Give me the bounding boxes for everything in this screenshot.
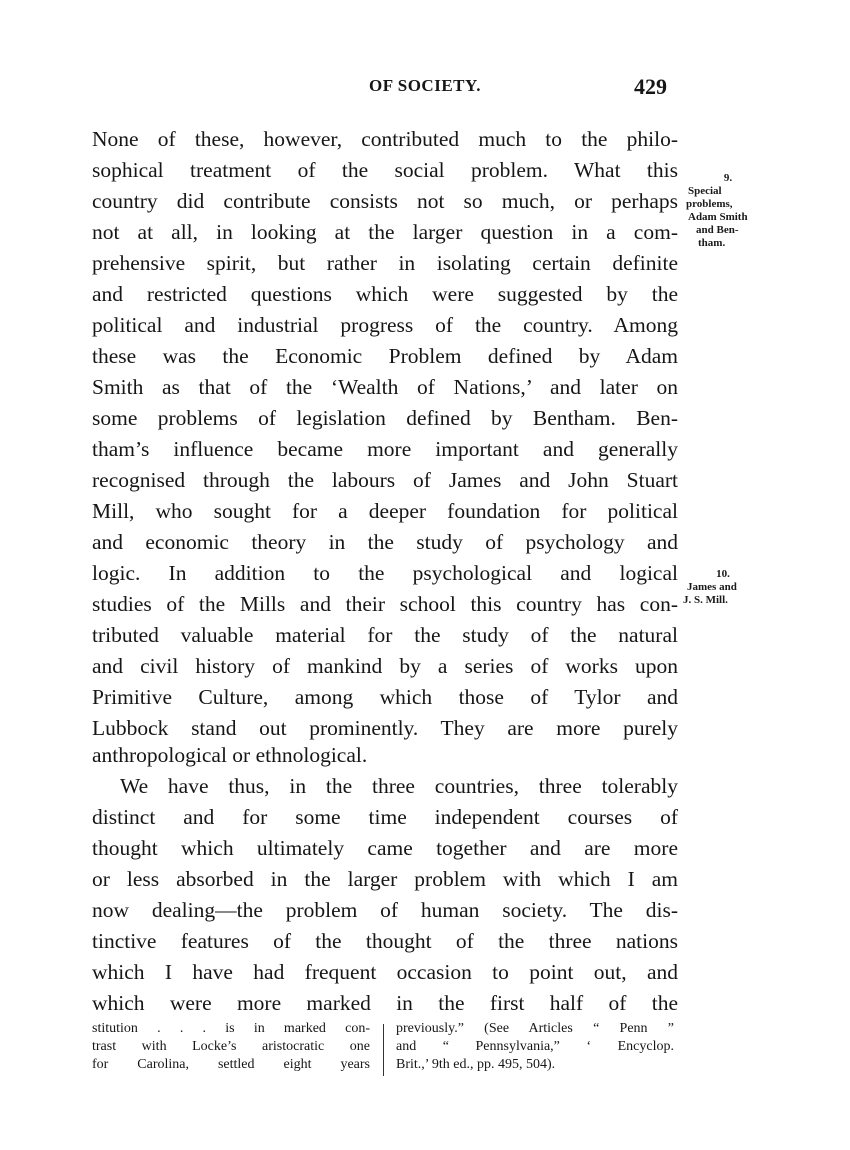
footnote-line: and “ Pennsylvania,” ‘ Encyclop.	[396, 1039, 674, 1054]
body-line: tinctive features of the thought of the three nations	[92, 929, 678, 953]
footnote-line: previously.” (See Articles “ Penn ”	[396, 1021, 674, 1036]
body-line: recognised through the labours of James and John Stuart	[92, 468, 678, 492]
body-line: which were more marked in the first half of the	[92, 991, 678, 1015]
margin-note-line: problems,	[686, 198, 733, 210]
body-line: and civil history of mankind by a series of works upon	[92, 654, 678, 678]
footnote-right	[396, 1020, 674, 1074]
margin-note-line: and Ben-	[696, 224, 739, 236]
body-line: which I have had frequent occasion to point out, and	[92, 960, 678, 984]
margin-note-10	[683, 568, 763, 607]
body-line: Smith as that of the ‘Wealth of Nations,’ and later on	[92, 375, 678, 399]
body-line: not at all, in looking at the larger question in a com-	[92, 220, 678, 244]
body-line: studies of the Mills and their school this country has con-	[92, 592, 678, 616]
running-title: OF SOCIETY.	[369, 76, 481, 95]
margin-note-line: tham.	[698, 237, 726, 249]
margin-note-line: Special	[688, 185, 722, 197]
body-line: Mill, who sought for a deeper foundation for political	[92, 499, 678, 523]
footnote-line: stitution . . . is in marked con-	[92, 1021, 370, 1036]
body-line: these was the Economic Problem defined by Adam	[92, 344, 678, 368]
body-line: logic. In addition to the psychological and logical	[92, 561, 678, 585]
body-line: or less absorbed in the larger problem with which I am	[92, 867, 678, 891]
footnote-divider	[383, 1024, 384, 1076]
body-line: We have thus, in the three countries, three tolerably	[120, 774, 678, 798]
body-line: tham’s influence became more important and generally	[92, 437, 678, 461]
page-number: 429	[634, 74, 667, 99]
body-line: None of these, however, contributed much to the philo-	[92, 127, 678, 151]
footnote-line: trast with Locke’s aristocratic one	[92, 1039, 370, 1054]
body-line: political and industrial progress of the country. Among	[92, 313, 678, 337]
footnote-left	[92, 1020, 370, 1074]
body-line: some problems of legislation defined by Bentham. Ben-	[92, 406, 678, 430]
body-line: anthropological or ethnological.	[92, 743, 368, 767]
body-line: Primitive Culture, among which those of Tylor and	[92, 685, 678, 709]
body-line: tributed valuable material for the study of the natural	[92, 623, 678, 647]
body-line: and economic theory in the study of psychology and	[92, 530, 678, 554]
body-line: distinct and for some time independent courses of	[92, 805, 678, 829]
margin-note-number: 10.	[716, 568, 730, 580]
footnote-line: Brit.,’ 9th ed., pp. 495, 504).	[396, 1057, 556, 1072]
body-line: country did contribute consists not so much, or perhaps	[92, 189, 678, 213]
margin-note-line: J. S. Mill.	[683, 594, 728, 606]
body-line: Lubbock stand out prominently. They are more purely	[92, 716, 678, 740]
body-line: and restricted questions which were suggested by the	[92, 282, 678, 306]
margin-note-line: Adam Smith	[688, 211, 748, 223]
margin-note-line: James and	[687, 581, 737, 593]
body-line: thought which ultimately came together and are more	[92, 836, 678, 860]
body-line: prehensive spirit, but rather in isolating certain definite	[92, 251, 678, 275]
margin-note-number: 9.	[723, 172, 733, 184]
body-line: now dealing—the problem of human society. The dis-	[92, 898, 678, 922]
body-line: sophical treatment of the social problem. What this	[92, 158, 678, 182]
margin-note-9	[686, 172, 770, 250]
footnote-line: for Carolina, settled eight years	[92, 1057, 370, 1072]
